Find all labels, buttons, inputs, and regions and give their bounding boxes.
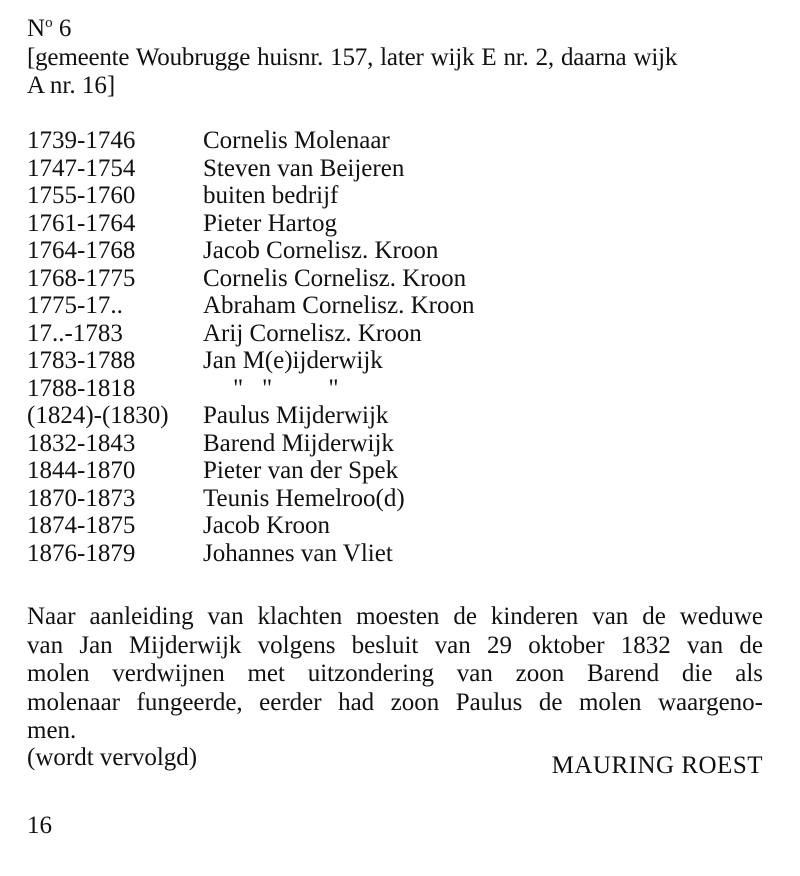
occupant-years: 1755-1760 [27,182,136,209]
address-note [27,44,767,100]
occupant-years: 1874-1875 [27,512,136,539]
entry-number-superscript: o [45,15,53,31]
occupant-name: Jacob Cornelisz. Kroon [203,237,439,264]
occupant-years: 1832-1843 [27,429,136,457]
occupant-name: buiten bedrijf [203,182,339,209]
body-paragraph [27,603,763,746]
author-name: MAURING ROEST [551,752,763,779]
address-line: [gemeente Woubrugge huisnr. 157, later wijk E nr. 2, daarna wijk [27,44,678,71]
occupant-name: Jan M(e)ijderwijk [203,347,383,374]
paragraph-line: van Jan Mijderwijk volgens besluit van 29 oktober 1832 van de [27,631,763,659]
occupant-years: 1783-1788 [27,347,136,374]
paragraph-line: molen verdwijnen met uitzondering van zoon Barend die als [27,660,763,687]
occupant-name: Jacob Kroon [203,512,331,539]
occupant-years: 17..-1783 [27,319,123,347]
occupant-years: 1761-1764 [27,209,136,237]
address-line: A nr. 16] [27,72,116,99]
occupant-name: Teunis Hemelroo(d) [203,484,405,512]
occupant-years: 1876-1879 [27,539,136,567]
occupant-years: (1824)-(1830) [27,402,169,429]
entry-number [27,14,71,43]
entry-number-prefix: N [27,15,46,42]
occupant-years: 1844-1870 [27,457,136,484]
occupant-name: Johannes van Vliet [203,539,393,567]
occupant-name: Paulus Mijderwijk [203,402,389,429]
entry-number-value: 6 [58,15,72,42]
occupant-name: Barend Mijderwijk [203,429,394,457]
occupant-name: Steven van Beijeren [203,154,405,182]
occupant-years: 1788-1818 [27,374,136,402]
occupant-years: 1764-1768 [27,237,136,264]
paragraph-line: Naar aanleiding van klachten moesten de kinderen van de weduwe [27,603,763,630]
paragraph-line: men. [27,717,77,744]
paragraph-line: molenaar fungeerde, eerder had zoon Paulus de molen waargeno- [27,688,763,716]
occupant-name: Pieter van der Spek [203,457,399,484]
occupant-name: Pieter Hartog [203,209,337,237]
occupant-years: 1768-1775 [27,264,136,292]
continued-note: (wordt vervolgd) [27,744,198,771]
occupant-years: 1747-1754 [27,154,136,182]
occupant-name: Cornelis Molenaar [203,127,390,154]
occupant-years: 1739-1746 [27,127,136,154]
occupant-years: 1870-1873 [27,484,136,512]
occupant-name: Cornelis Cornelisz. Kroon [203,264,467,292]
occupant-name: Abraham Cornelisz. Kroon [203,292,475,319]
occupant-years: 1775-17.. [27,292,123,319]
occupant-name: Arij Cornelisz. Kroon [203,319,422,347]
page-number: 16 [27,812,52,839]
occupant-name-ditto: " " " [233,374,339,402]
